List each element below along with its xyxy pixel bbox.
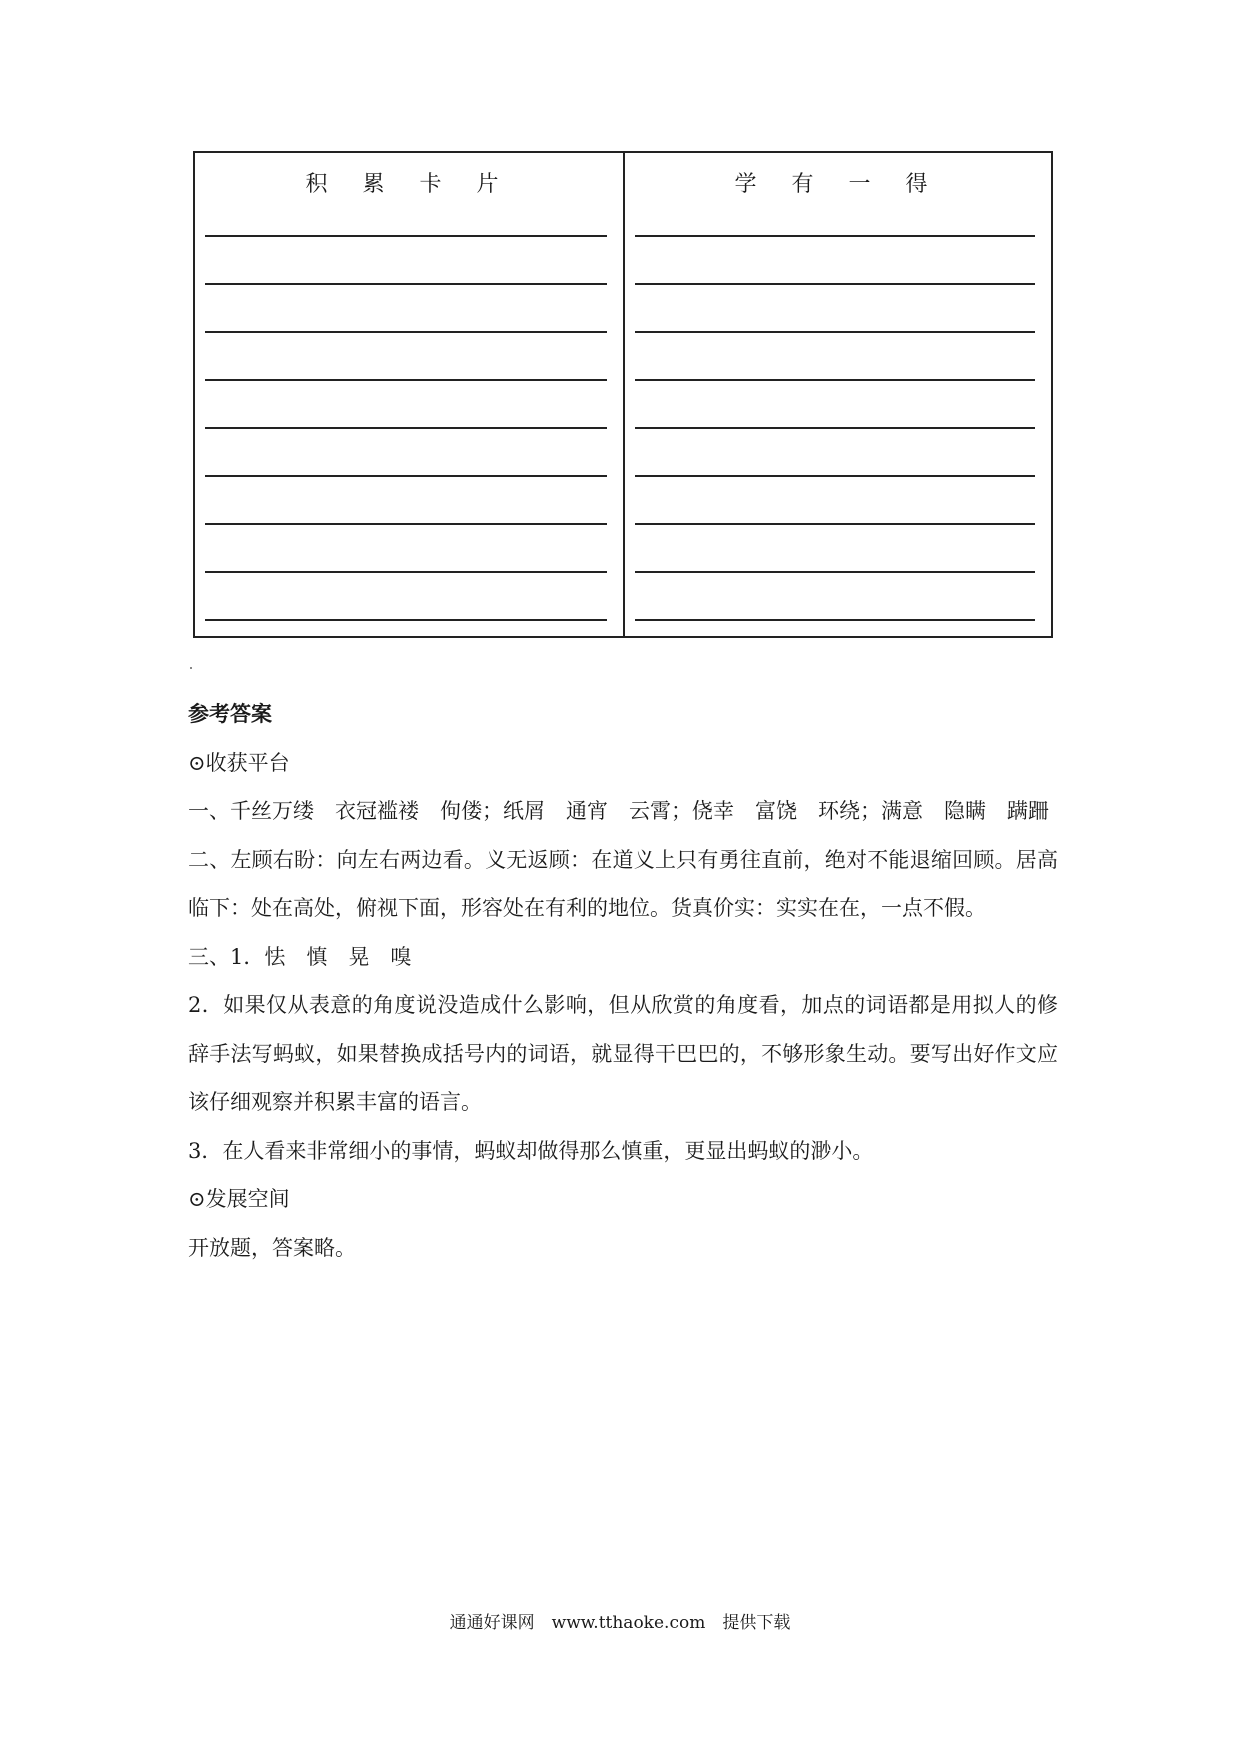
writing-line[interactable] xyxy=(635,427,1035,429)
answer-item-4: 开放题，答案略。 xyxy=(188,1235,356,1260)
learning-card-title: 学 有 一 得 xyxy=(734,172,942,197)
card-table xyxy=(193,151,1053,638)
accumulation-card-column xyxy=(195,153,623,636)
section-title-development: ⊙发展空间 xyxy=(188,1187,290,1211)
section-title-harvest: ⊙收获平台 xyxy=(188,750,290,775)
answer-item-3-1: 三、1．怯 慎 晃 嗅 xyxy=(188,944,412,969)
writing-line[interactable] xyxy=(205,283,607,285)
learning-card-column xyxy=(623,153,1051,636)
answer-section xyxy=(188,690,1058,1272)
writing-line[interactable] xyxy=(205,235,607,237)
writing-line[interactable] xyxy=(205,619,607,621)
accumulation-card-title: 积 累 卡 片 xyxy=(305,172,513,197)
answer-item-1: 一、千丝万缕 衣冠褴褛 佝偻；纸屑 通宵 云霄；侥幸 富饶 环绕；满意 隐瞒 蹒跚 xyxy=(188,799,1049,823)
stray-mark xyxy=(190,667,192,669)
writing-line[interactable] xyxy=(635,235,1035,237)
writing-line[interactable] xyxy=(205,475,607,477)
writing-line[interactable] xyxy=(205,571,607,573)
accumulation-writing-lines xyxy=(205,153,607,636)
writing-line[interactable] xyxy=(205,523,607,525)
writing-line[interactable] xyxy=(635,283,1035,285)
writing-line[interactable] xyxy=(635,619,1035,621)
learning-writing-lines xyxy=(635,153,1035,636)
answer-item-2: 二、左顾右盼：向左右两边看。义无返顾：在道义上只有勇往直前，绝对不能退缩回顾。居高临下：处在高处，俯视下面，形容处在有利的地位。货真价实：实实在在，一点不假。 xyxy=(188,847,1058,920)
writing-line[interactable] xyxy=(205,331,607,333)
writing-line[interactable] xyxy=(635,571,1035,573)
answer-heading: 参考答案 xyxy=(188,702,272,726)
writing-line[interactable] xyxy=(635,331,1035,333)
footer-source: 通通好课网 www.tthaoke.com 提供下载 xyxy=(449,1613,791,1633)
writing-line[interactable] xyxy=(205,379,607,381)
writing-line[interactable] xyxy=(635,523,1035,525)
writing-line[interactable] xyxy=(635,475,1035,477)
writing-line[interactable] xyxy=(205,427,607,429)
answer-item-3-2: 2．如果仅从表意的角度说没造成什么影响，但从欣赏的角度看，加点的词语都是用拟人的修辞手法写蚂蚁，如果替换成括号内的词语，就显得干巴巴的，不够形象生动。要写出好作文应该仔细观察并积累丰富的语言。 xyxy=(188,993,1058,1114)
answer-item-3-3: 3．在人看来非常细小的事情，蚂蚁却做得那么慎重，更显出蚂蚁的渺小。 xyxy=(188,1138,874,1163)
writing-line[interactable] xyxy=(635,379,1035,381)
